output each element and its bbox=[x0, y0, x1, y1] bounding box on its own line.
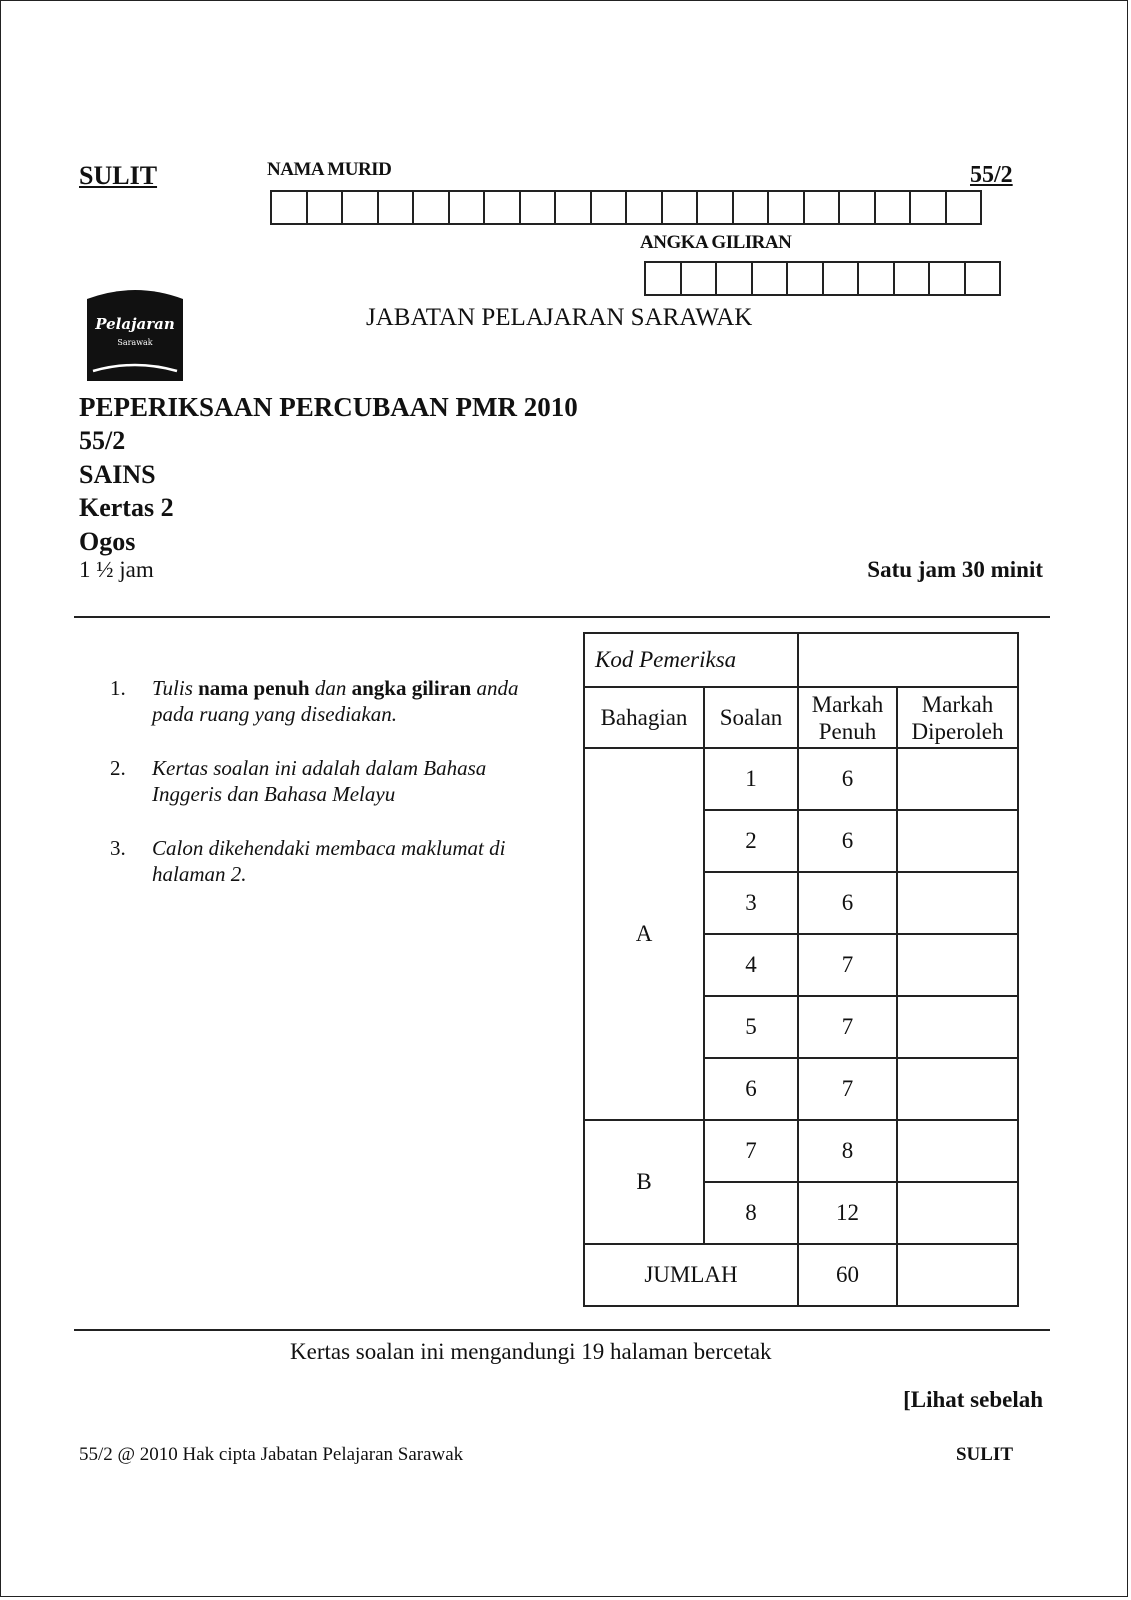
exam-subject: SAINS bbox=[79, 460, 156, 489]
markah-penuh-cell: 6 bbox=[798, 748, 897, 810]
svg-text:Sarawak: Sarawak bbox=[117, 338, 153, 347]
angka-giliran-boxes[interactable] bbox=[644, 261, 1001, 296]
name-box[interactable] bbox=[556, 190, 592, 225]
markah-diperoleh-cell[interactable] bbox=[897, 934, 1018, 996]
jumlah-diperoleh-cell[interactable] bbox=[897, 1244, 1018, 1306]
name-box[interactable] bbox=[805, 190, 841, 225]
markah-diperoleh-cell[interactable] bbox=[897, 1182, 1018, 1244]
name-box[interactable] bbox=[627, 190, 663, 225]
number-box[interactable] bbox=[717, 261, 753, 296]
name-box[interactable] bbox=[379, 190, 415, 225]
soalan-cell: 6 bbox=[704, 1058, 798, 1120]
markah-penuh-cell: 6 bbox=[798, 872, 897, 934]
exam-paper-code: 55/2 bbox=[79, 426, 126, 455]
divider-top bbox=[74, 616, 1050, 618]
name-box[interactable] bbox=[840, 190, 876, 225]
kod-pemeriksa-label: Kod Pemeriksa bbox=[584, 633, 798, 687]
name-box[interactable] bbox=[485, 190, 521, 225]
name-box[interactable] bbox=[414, 190, 450, 225]
markah-diperoleh-cell[interactable] bbox=[897, 1058, 1018, 1120]
header-bahagian: Bahagian bbox=[584, 687, 704, 748]
number-box[interactable] bbox=[682, 261, 718, 296]
exam-title: PEPERIKSAAN PERCUBAAN PMR 2010 bbox=[79, 392, 578, 422]
markah-penuh-cell: 8 bbox=[798, 1120, 897, 1182]
number-box[interactable] bbox=[930, 261, 966, 296]
markah-penuh-cell: 12 bbox=[798, 1182, 897, 1244]
markah-penuh-cell: 6 bbox=[798, 810, 897, 872]
soalan-cell: 2 bbox=[704, 810, 798, 872]
markah-diperoleh-cell[interactable] bbox=[897, 748, 1018, 810]
copyright: 55/2 @ 2010 Hak cipta Jabatan Pelajaran Sarawak bbox=[79, 1444, 464, 1465]
name-box[interactable] bbox=[911, 190, 947, 225]
name-box[interactable] bbox=[343, 190, 379, 225]
name-box[interactable] bbox=[272, 190, 308, 225]
name-box[interactable] bbox=[769, 190, 805, 225]
markah-penuh-cell: 7 bbox=[798, 996, 897, 1058]
soalan-cell: 5 bbox=[704, 996, 798, 1058]
soalan-cell: 3 bbox=[704, 872, 798, 934]
exam-paper: Kertas 2 bbox=[79, 493, 174, 522]
markah-penuh-cell: 7 bbox=[798, 1058, 897, 1120]
number-box[interactable] bbox=[859, 261, 895, 296]
header-markah-penuh: Markah Penuh bbox=[798, 687, 897, 748]
markah-diperoleh-cell[interactable] bbox=[897, 996, 1018, 1058]
svg-text:Pelajaran: Pelajaran bbox=[95, 315, 175, 333]
paper-code-top: 55/2 bbox=[970, 162, 1013, 188]
header-markah-diperoleh: Markah Diperoleh bbox=[897, 687, 1018, 748]
name-box[interactable] bbox=[947, 190, 983, 225]
instruction-3: 3. Calon dikehendaki membaca maklumat di halaman 2. bbox=[110, 836, 506, 886]
lihat-sebelah: [Lihat sebelah bbox=[903, 1387, 1043, 1412]
exam-month: Ogos bbox=[79, 527, 136, 556]
name-box[interactable] bbox=[734, 190, 770, 225]
name-box[interactable] bbox=[521, 190, 557, 225]
name-box[interactable] bbox=[698, 190, 734, 225]
header-soalan: Soalan bbox=[704, 687, 798, 748]
number-box[interactable] bbox=[646, 261, 682, 296]
jumlah-penuh: 60 bbox=[798, 1244, 897, 1306]
name-box[interactable] bbox=[450, 190, 486, 225]
number-box[interactable] bbox=[824, 261, 860, 296]
exam-duration: 1 ½ jam bbox=[79, 557, 154, 582]
soalan-cell: 4 bbox=[704, 934, 798, 996]
kod-pemeriksa-cell[interactable] bbox=[798, 633, 1018, 687]
name-box[interactable] bbox=[663, 190, 699, 225]
instruction-2: 2. Kertas soalan ini adalah dalam Bahasa Inggeris dan Bahasa Melayu bbox=[110, 756, 487, 806]
jumlah-label: JUMLAH bbox=[584, 1244, 798, 1306]
number-box[interactable] bbox=[788, 261, 824, 296]
page-count-note: Kertas soalan ini mengandungi 19 halaman bercetak bbox=[290, 1339, 772, 1364]
name-box[interactable] bbox=[308, 190, 344, 225]
sulit-label-bottom: SULIT bbox=[955, 1444, 1013, 1465]
soalan-cell: 7 bbox=[704, 1120, 798, 1182]
number-box[interactable] bbox=[966, 261, 1002, 296]
name-box[interactable] bbox=[876, 190, 912, 225]
section-a: A bbox=[584, 748, 704, 1120]
section-b: B bbox=[584, 1120, 704, 1244]
soalan-cell: 1 bbox=[704, 748, 798, 810]
divider-bottom bbox=[74, 1329, 1050, 1331]
soalan-cell: 8 bbox=[704, 1182, 798, 1244]
markah-diperoleh-cell[interactable] bbox=[897, 872, 1018, 934]
nama-murid-boxes[interactable] bbox=[270, 190, 982, 225]
angka-giliran-label: ANGKA GILIRAN bbox=[640, 232, 792, 253]
instruction-1: 1. Tulis nama penuh dan angka giliran anda pada ruang yang disediakan. bbox=[110, 676, 519, 726]
marks-table bbox=[583, 632, 1019, 1307]
markah-diperoleh-cell[interactable] bbox=[897, 1120, 1018, 1182]
number-box[interactable] bbox=[753, 261, 789, 296]
number-box[interactable] bbox=[895, 261, 931, 296]
markah-penuh-cell: 7 bbox=[798, 934, 897, 996]
name-box[interactable] bbox=[592, 190, 628, 225]
nama-murid-label: NAMA MURID bbox=[267, 159, 392, 180]
exam-duration-words: Satu jam 30 minit bbox=[867, 557, 1043, 582]
department-name: JABATAN PELAJARAN SARAWAK bbox=[366, 304, 753, 331]
pelajaran-sarawak-logo bbox=[79, 285, 191, 383]
markah-diperoleh-cell[interactable] bbox=[897, 810, 1018, 872]
sulit-label-top: SULIT bbox=[79, 161, 158, 190]
